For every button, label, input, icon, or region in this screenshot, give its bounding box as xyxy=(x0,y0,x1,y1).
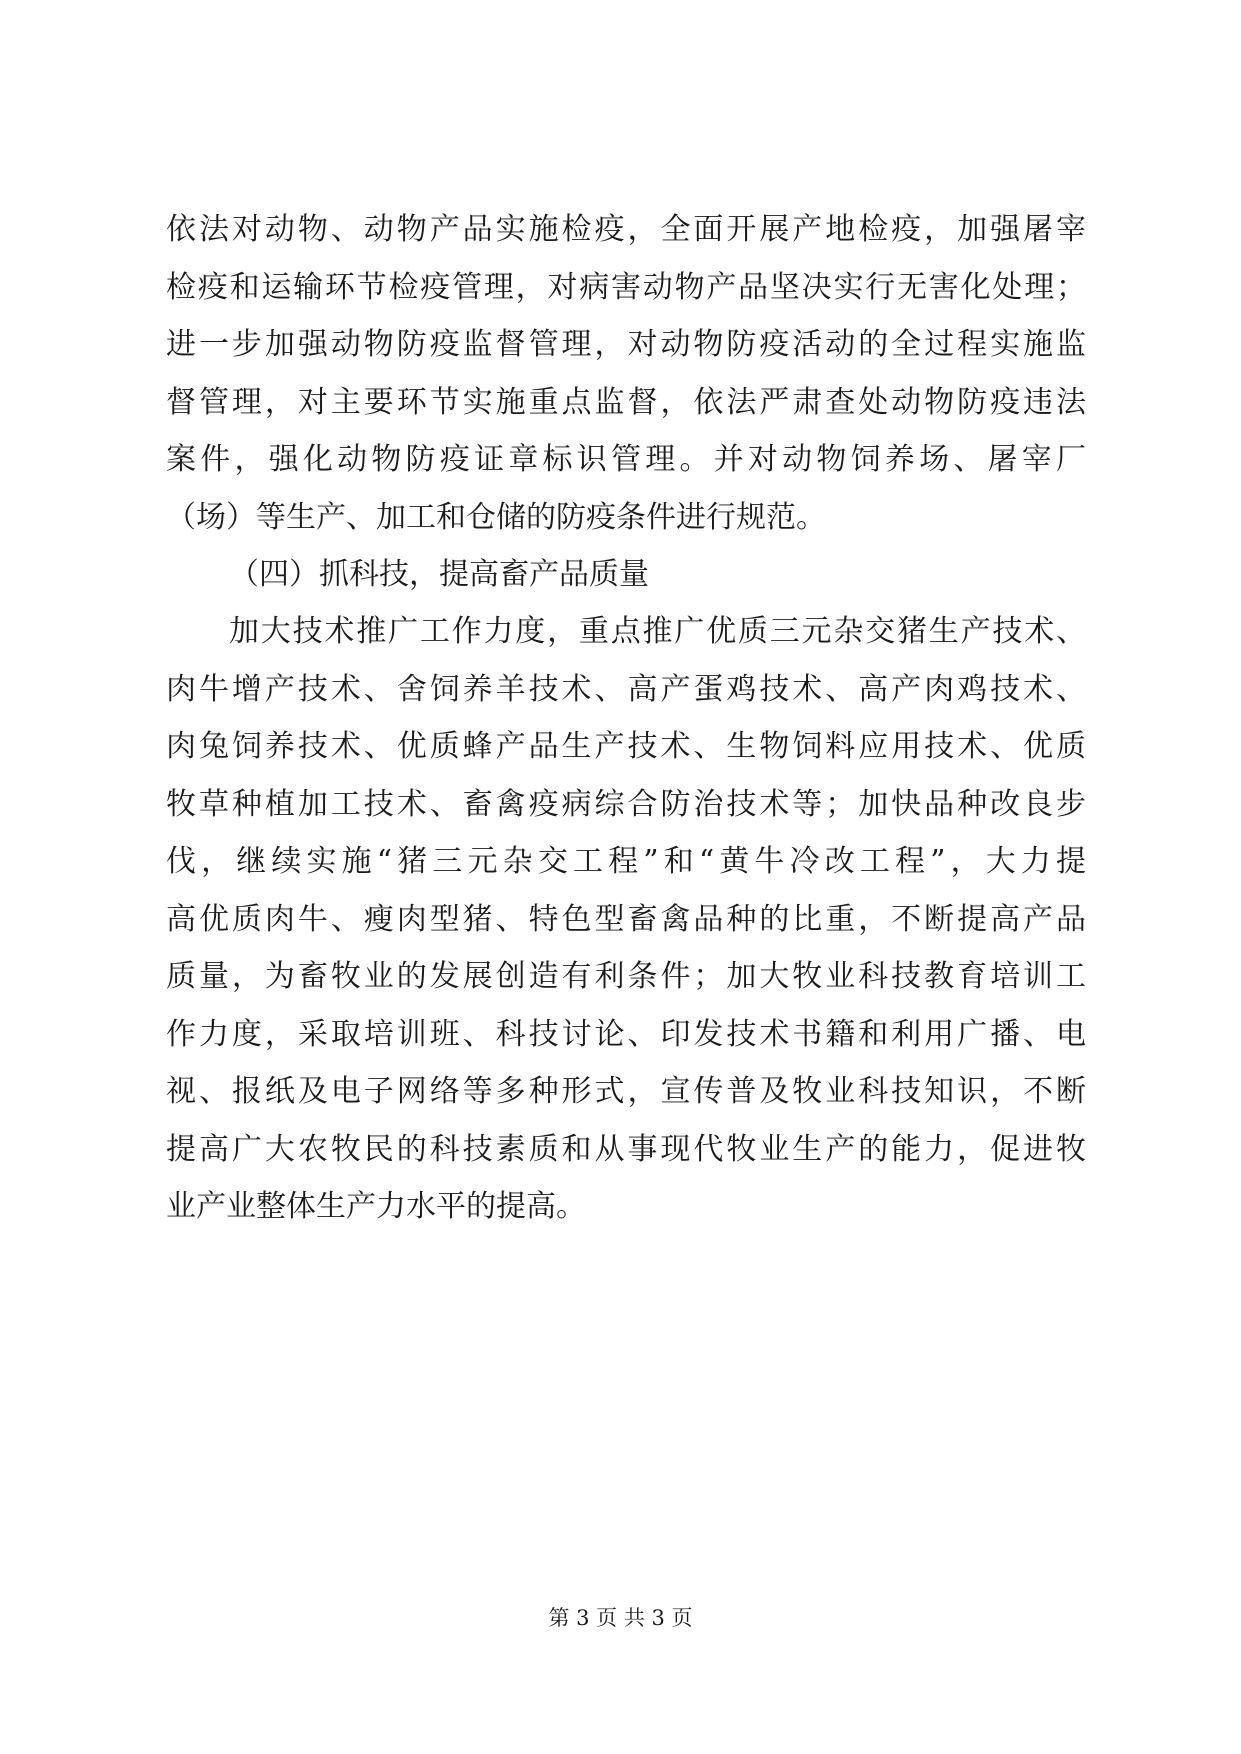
page-number-footer: 第 3 页 共 3 页 xyxy=(548,1606,693,1630)
body-text-line: 作力度，采取培训班、科技讨论、印发技术书籍和利用广播、电 xyxy=(166,1017,1086,1052)
body-text-line: 业产业整体生产力水平的提高。 xyxy=(166,1189,586,1224)
body-text-line: 案件，强化动物防疫证章标识管理。并对动物饲养场、屠宰厂 xyxy=(166,442,1086,477)
body-text-line: 加大技术推广工作力度，重点推广优质三元杂交猪生产技术、 xyxy=(229,614,1086,649)
body-text-line: 牧草种植加工技术、畜禽疫病综合防治技术等；加快品种改良步 xyxy=(166,787,1086,822)
body-text-line: （场）等生产、加工和仓储的防疫条件进行规范。 xyxy=(166,500,826,535)
section-heading: （四）抓科技，提高畜产品质量 xyxy=(229,557,649,592)
body-text-line: 肉兔饲养技术、优质蜂产品生产技术、生物饲料应用技术、优质 xyxy=(166,729,1086,764)
body-text-line: 进一步加强动物防疫监督管理，对动物防疫活动的全过程实施监 xyxy=(166,327,1086,362)
body-text-line: 提高广大农牧民的科技素质和从事现代牧业生产的能力，促进牧 xyxy=(166,1132,1086,1167)
body-text-line: 高优质肉牛、瘦肉型猪、特色型畜禽品种的比重，不断提高产品 xyxy=(166,902,1086,937)
body-text-line: 肉牛增产技术、舍饲养羊技术、高产蛋鸡技术、高产肉鸡技术、 xyxy=(166,672,1086,707)
body-text-line: 检疫和运输环节检疫管理，对病害动物产品坚决实行无害化处理； xyxy=(166,270,1086,305)
body-text-line: 依法对动物、动物产品实施检疫，全面开展产地检疫，加强屠宰 xyxy=(166,212,1086,247)
body-text-line: 质量，为畜牧业的发展创造有利条件；加大牧业科技教育培训工 xyxy=(166,959,1086,994)
body-text-line: 督管理，对主要环节实施重点监督，依法严肃查处动物防疫违法 xyxy=(166,385,1086,420)
body-text-line: 伐，继续实施“猪三元杂交工程”和“黄牛冷改工程”，大力提 xyxy=(166,844,1086,879)
body-text-line: 视、报纸及电子网络等多种形式，宣传普及牧业科技知识，不断 xyxy=(166,1074,1086,1109)
